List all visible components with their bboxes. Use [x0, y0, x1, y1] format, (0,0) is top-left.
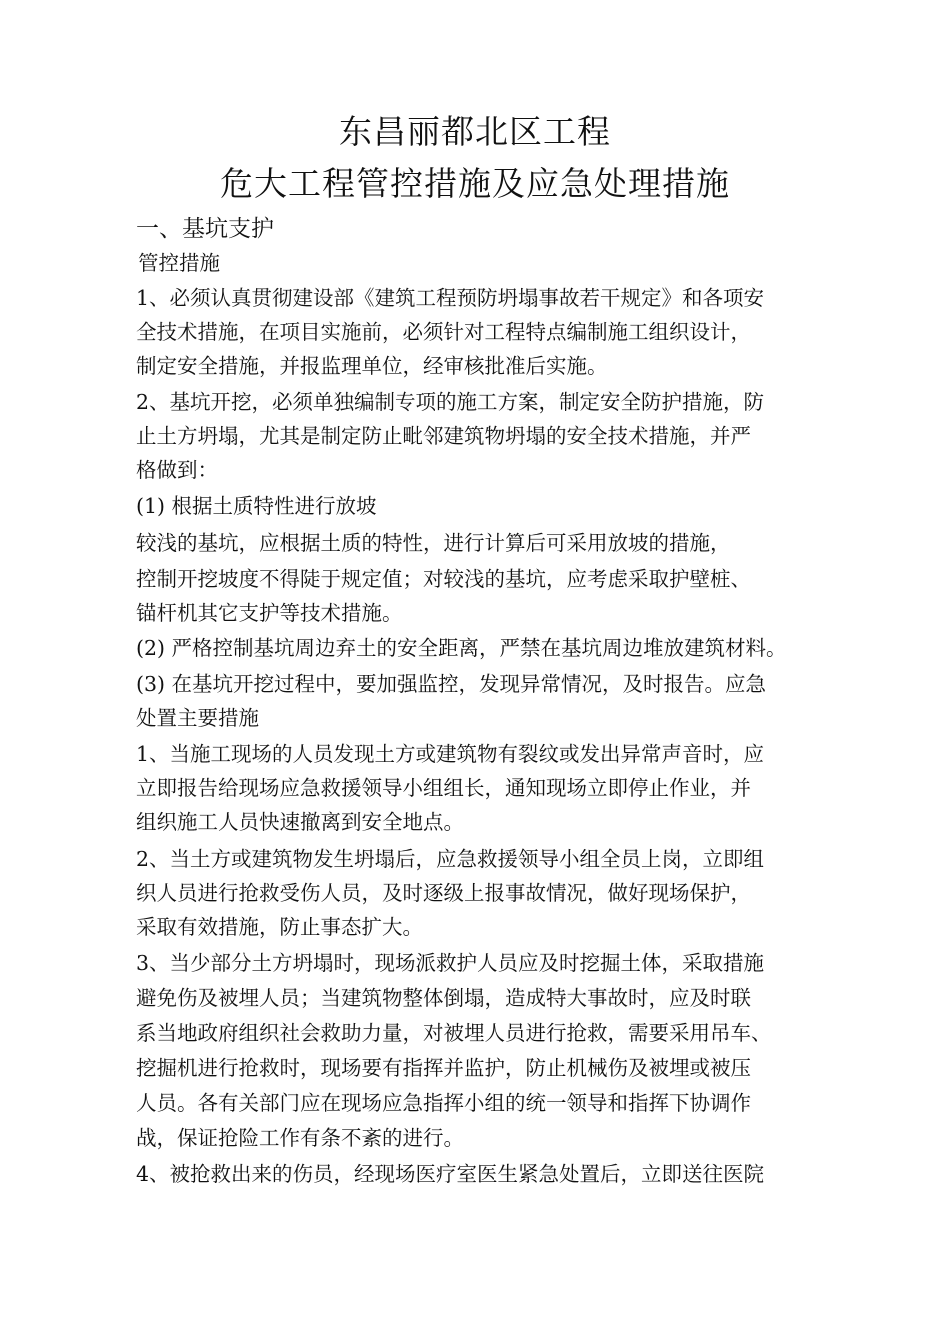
text-line: 挖掘机进行抢救时，现场要有指挥并监护，防止机械伤及被埋或被压 — [136, 1056, 751, 1080]
text-line: 织人员进行抢救受伤人员，及时逐级上报事故情况，做好现场保护， — [136, 881, 751, 905]
text-line: 3、当少部分土方坍塌时，现场派救护人员应及时挖掘土体，采取措施 — [136, 951, 765, 975]
section-heading-foundation-pit: 一、基坑支护 — [136, 216, 274, 242]
text-line: 锚杆机其它支护等技术措施。 — [136, 601, 403, 625]
text-line: 1、必须认真贯彻建设部《建筑工程预防坍塌事故若干规定》和各项安 — [136, 286, 765, 310]
text-line: (2) 严格控制基坑周边弃土的安全距离，严禁在基坑周边堆放建筑材料。 — [136, 636, 787, 660]
text-line: 人员。各有关部门应在现场应急指挥小组的统一领导和指挥下协调作 — [136, 1091, 751, 1115]
text-line: 格做到： — [136, 458, 218, 482]
text-line: 制定安全措施，并报监理单位，经审核批准后实施。 — [136, 354, 608, 378]
text-line: 2、当土方或建筑物发生坍塌后，应急救援领导小组全员上岗，立即组 — [136, 847, 765, 871]
text-line: 避免伤及被埋人员；当建筑物整体倒塌，造成特大事故时，应及时联 — [136, 986, 751, 1010]
subheading-control-measures: 管控措施 — [138, 251, 220, 275]
text-line: 1、当施工现场的人员发现土方或建筑物有裂纹或发出异常声音时，应 — [136, 742, 765, 766]
text-line: 处置主要措施 — [136, 706, 259, 730]
text-line: (1) 根据土质特性进行放坡 — [136, 494, 377, 518]
document-subtitle: 危大工程管控措施及应急处理措施 — [220, 164, 730, 203]
document-title: 东昌丽都北区工程 — [339, 112, 611, 151]
text-line: 较浅的基坑，应根据土质的特性，进行计算后可采用放坡的措施， — [136, 531, 731, 555]
text-line: 4、被抢救出来的伤员，经现场医疗室医生紧急处置后，立即送往医院 — [136, 1162, 765, 1186]
text-line: 止土方坍塌，尤其是制定防止毗邻建筑物坍塌的安全技术措施，并严 — [136, 424, 751, 448]
text-line: 战，保证抢险工作有条不紊的进行。 — [136, 1126, 464, 1150]
text-line: 采取有效措施，防止事态扩大。 — [136, 915, 423, 939]
text-line: 控制开挖坡度不得陡于规定值；对较浅的基坑，应考虑采取护壁桩、 — [136, 567, 751, 591]
text-line: (3) 在基坑开挖过程中，要加强监控，发现异常情况，及时报告。应急 — [136, 672, 767, 696]
text-line: 2、基坑开挖，必须单独编制专项的施工方案，制定安全防护措施，防 — [136, 390, 765, 414]
text-line: 系当地政府组织社会救助力量，对被埋人员进行抢救，需要采用吊车、 — [136, 1021, 772, 1045]
text-line: 立即报告给现场应急救援领导小组组长，通知现场立即停止作业，并 — [136, 776, 751, 800]
text-line: 全技术措施，在项目实施前，必须针对工程特点编制施工组织设计， — [136, 320, 751, 344]
text-line: 组织施工人员快速撤离到安全地点。 — [136, 810, 464, 834]
